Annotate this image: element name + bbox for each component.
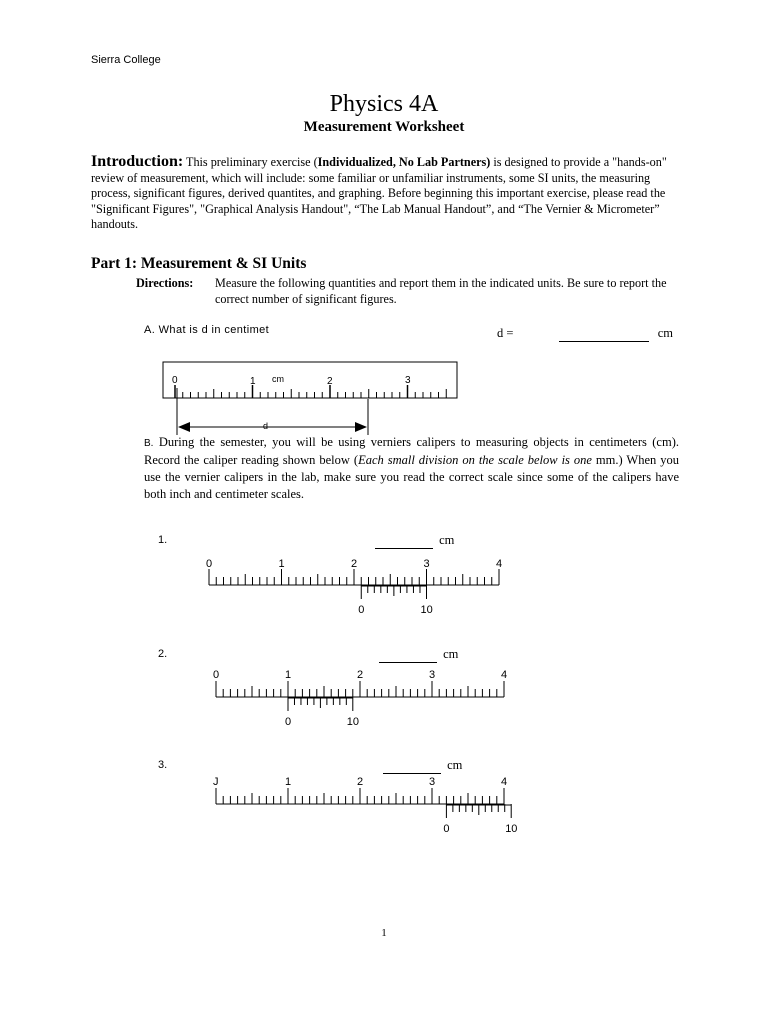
vernier-label-0: 0 [443,823,450,835]
ruler-a-label-1: 1 [250,376,256,387]
arrow-right-head [355,422,367,432]
intro-bold: Individualized, No Lab Partners) [317,155,491,169]
question-b-text-1: During the semester, you will be using verniers calipers to measuring objects in centimeters (cm). Record the caliper reading shown below ( [144,435,679,467]
answer-blank-2[interactable] [379,647,437,663]
intro-text-1: This preliminary exercise ( [186,155,318,169]
question-b-marker: B. [144,438,154,449]
main-scale-label: 2 [357,776,364,788]
main-scale-label: 1 [278,558,285,570]
ruler-a-ticks [175,385,446,398]
unit-label-a: cm [657,326,673,340]
main-scale-label: 1 [285,669,292,681]
vernier-label-10: 10 [420,604,433,616]
directions-label: Directions: [136,276,194,290]
caliper-2-number: 2. [158,648,168,660]
ruler-a-label-0: 0 [172,375,178,386]
ruler-a-label-cm: cm [272,374,284,384]
header-college: Sierra College [91,54,161,66]
main-scale-label: 3 [423,558,430,570]
main-scale-label: 4 [496,558,503,570]
intro-text-2: is designed to provide a "hands-on" review of measurement, which will include: some familiar or unfamiliar instruments, some SI units, the measuring process, significant figures, derived quantites, and graphing. Before beginning this important exercise, please read the "Significant Figures", "Graphical Analysis Handout", “The Lab Manual Handout”, and “The Vernier & Micrometer” handouts. [91,155,667,231]
ruler-a-frame [163,362,457,398]
page-title: Physics 4A [329,91,439,117]
main-scale-label: 1 [285,776,292,788]
main-scale-label: 3 [429,669,436,681]
question-b-paragraph [144,434,679,503]
caliper-1-answer [375,533,454,549]
vernier-label-0: 0 [285,716,292,728]
caliper-3-unit: cm [447,758,463,772]
part1-heading: Part 1: Measurement & SI Units [91,255,307,272]
main-scale-label: J [213,776,219,788]
page-subtitle: Measurement Worksheet [303,119,465,135]
caliper-3-answer [383,758,462,774]
vernier-label-0: 0 [358,604,365,616]
answer-blank-1[interactable] [375,533,433,549]
page-number: 1 [381,927,387,939]
answer-blank-3[interactable] [383,758,441,774]
arrow-left-head [178,422,190,432]
caliper-1-unit: cm [439,533,455,547]
ruler-a-d-label: d [263,421,269,431]
ruler-a-label-2: 2 [327,376,333,387]
vernier-label-10: 10 [346,716,360,728]
main-scale-label: 2 [351,558,358,570]
main-scale-label: 4 [501,776,508,788]
vernier-label-10: 10 [505,823,518,835]
caliper-2 [213,669,507,728]
question-b-italic: Each small division on the scale below is one [358,453,592,467]
main-scale-label: 0 [213,669,220,681]
ruler-a-label-3: 3 [405,375,411,386]
caliper-1 [206,558,502,616]
question-b-text-2: mm.) When you use the vernier calipers in the lab, make sure you read the correct scale since some of the calipers have both inch and centimeter scales. [144,453,679,501]
caliper-1-number: 1. [158,534,168,546]
main-scale-label: 2 [357,669,364,681]
main-scale-label: 3 [429,776,436,788]
directions-text: Measure the following quantities and report them in the indicated units. Be sure to report the correct number of significant figures. [215,276,667,306]
caliper-3 [213,776,517,835]
caliper-2-unit: cm [443,647,459,661]
question-a-label: A. What is d in centimet [144,324,270,336]
caliper-2-answer [379,647,458,663]
main-scale-label: 4 [501,669,508,681]
caliper-3-number: 3. [158,759,168,771]
main-scale-label: 0 [206,558,213,570]
introduction-lead: Introduction: [91,153,184,170]
d-equals-label: d = [497,326,514,340]
